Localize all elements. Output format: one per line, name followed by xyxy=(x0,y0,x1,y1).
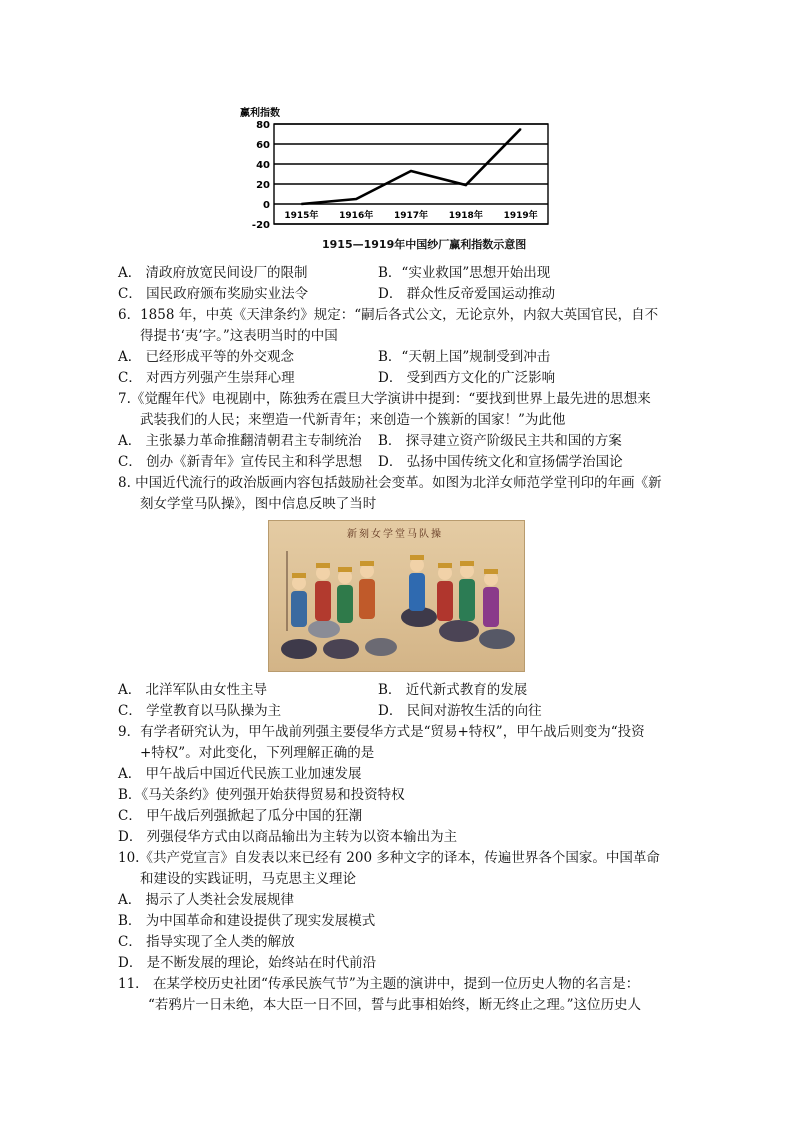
q10-option-a: A． 揭示了人类社会发展规律 xyxy=(118,892,295,908)
q6-stem-line1: 6．1858 年，中英《天津条约》规定：“嗣后各式公文，无论京外，内叙大英国官民，自不 xyxy=(118,307,659,323)
y-tick-label: 40 xyxy=(256,160,270,171)
q10-option-b: B． 为中国革命和建设提供了现实发展模式 xyxy=(118,913,376,929)
series-line-0 xyxy=(301,129,520,204)
q9-option-d: D． 列强侵华方式由以商品输出为主转为以资本输出为主 xyxy=(118,829,458,845)
x-tick-label: 1919年 xyxy=(503,211,538,221)
q5-option-c: C． 国民政府颁布奖励实业法令 xyxy=(118,286,309,302)
q10-option-c: C． 指导实现了全人类的解放 xyxy=(118,934,295,950)
q11-stem-line2: “若鸦片一日未绝，本大臣一日不回，誓与此事相始终，断无终止之理。”这位历史人 xyxy=(148,997,642,1013)
y-tick-label: 0 xyxy=(263,200,270,211)
q6-stem-line2: 得提书‘夷’字。”这表明当时的中国 xyxy=(140,328,338,344)
x-tick-label: 1917年 xyxy=(393,211,429,221)
q9-stem-line1: 9．有学者研究认为，甲午战前列强主要侵华方式是“贸易+特权”，甲午战后则变为“投资 xyxy=(118,724,645,740)
q5-option-a: A． 清政府放宽民间设厂的限制 xyxy=(118,265,308,281)
q7-option-b: B． 探寻建立资产阶级民主共和国的方案 xyxy=(378,433,622,449)
chart-svg xyxy=(236,104,556,238)
painting-inscription: 新刻女学堂马队操 xyxy=(347,529,443,540)
profit-index-chart xyxy=(236,104,556,254)
q5-option-b: B．“实业救国”思想开始出现 xyxy=(378,265,551,281)
q6-option-d: D． 受到西方文化的广泛影响 xyxy=(378,370,556,386)
left-rider-group xyxy=(281,551,397,659)
q10-stem-line2: 和建设的实践证明，马克思主义理论 xyxy=(140,871,356,887)
y-tick-label: 20 xyxy=(256,180,270,191)
x-tick-label: 1916年 xyxy=(339,211,374,221)
q10-stem-line1: 10.《共产党宣言》自发表以来已经有 200 多种文字的译本，传遍世界各个国家。中国革命 xyxy=(118,850,660,866)
q7-option-a: A． 主张暴力革命推翻清朝君主专制统治 xyxy=(118,433,362,449)
right-rider-group xyxy=(401,555,515,649)
y-tick-label: 80 xyxy=(256,120,270,131)
y-tick-label: -20 xyxy=(251,220,270,231)
new-year-painting-image xyxy=(268,520,525,672)
x-tick-label: 1915年 xyxy=(284,211,319,221)
q7-option-d: D． 弘扬中国传统文化和宣扬儒学治国论 xyxy=(378,454,623,470)
q5-option-d: D． 群众性反帝爱国运动推动 xyxy=(378,286,556,302)
q9-option-b: B．《马关条约》使列强开始获得贸易和投资特权 xyxy=(118,787,405,803)
q11-stem-line1: 11． 在某学校历史社团“传承民族气节”为主题的演讲中，提到一位历史人物的名言是： xyxy=(118,976,640,992)
q6-option-a: A． 已经形成平等的外交观念 xyxy=(118,349,295,365)
q10-option-d: D． 是不断发展的理论，始终站在时代前沿 xyxy=(118,955,377,971)
q8-option-a: A． 北洋军队由女性主导 xyxy=(118,682,268,698)
q8-option-d: D． 民间对游牧生活的向往 xyxy=(378,703,542,719)
q6-option-c: C． 对西方列强产生崇拜心理 xyxy=(118,370,295,386)
q7-stem-line2: 武装我们的人民；来塑造一代新青年；来创造一个簇新的国家！”为此他 xyxy=(140,412,566,428)
data-point xyxy=(410,170,412,172)
q8-stem-line2: 刻女学堂马队操》，图中信息反映了当时 xyxy=(140,496,377,512)
y-tick-label: 60 xyxy=(256,140,270,151)
data-point xyxy=(520,128,522,130)
data-point xyxy=(465,184,467,186)
q7-stem-line1: 7.《觉醒年代》电视剧中，陈独秀在震旦大学演讲中提到：“要找到世界上最先进的思想来 xyxy=(118,391,651,407)
q7-option-c: C． 创办《新青年》宣传民主和科学思想 xyxy=(118,454,363,470)
painting-figures xyxy=(269,521,524,671)
chart-caption: 1915—1919年中国纱厂赢利指数示意图 xyxy=(322,238,527,251)
q9-option-a: A． 甲午战后中国近代民族工业加速发展 xyxy=(118,766,362,782)
q6-option-b: B．“天朝上国”规制受到冲击 xyxy=(378,349,551,365)
data-point xyxy=(355,198,357,200)
q9-option-c: C． 甲午战后列强掀起了瓜分中国的狂潮 xyxy=(118,808,363,824)
y-axis-label: 赢利指数 xyxy=(240,108,280,119)
q9-stem-line2: +特权”。对此变化，下列理解正确的是 xyxy=(140,745,375,761)
q8-stem-line1: 8. 中国近代流行的政治版画内容包括鼓励社会变革。如图为北洋女师范学堂刊印的年画《新 xyxy=(118,475,662,491)
q8-option-c: C． 学堂教育以马队操为主 xyxy=(118,703,282,719)
q8-option-b: B． 近代新式教育的发展 xyxy=(378,682,528,698)
x-tick-label: 1918年 xyxy=(448,211,483,221)
plot-frame xyxy=(274,124,548,224)
data-point xyxy=(301,203,303,205)
